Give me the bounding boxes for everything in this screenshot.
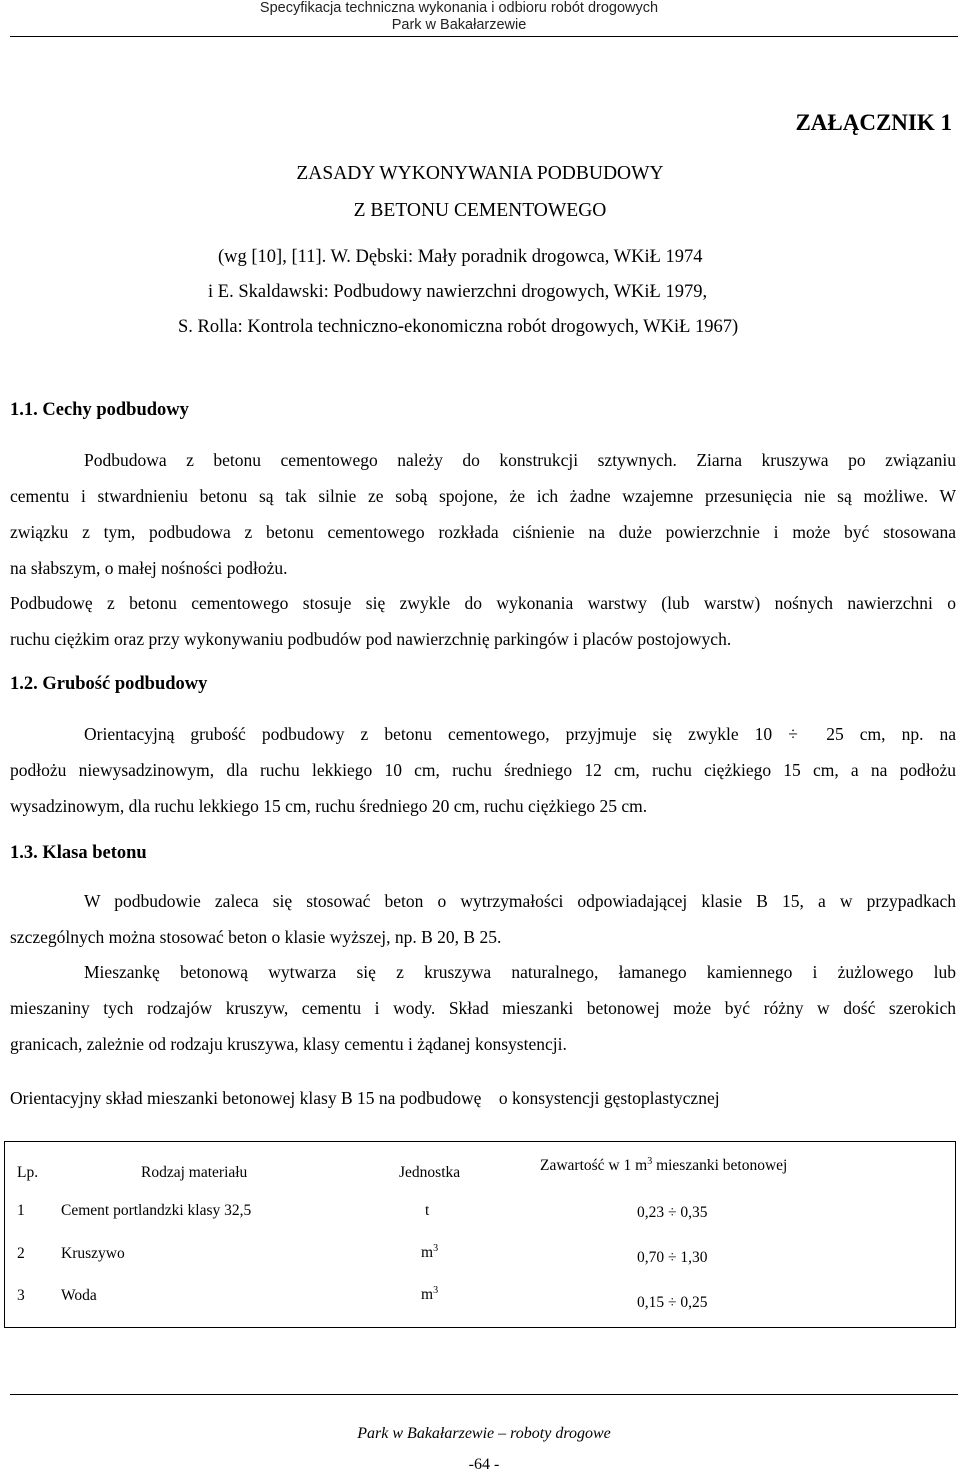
text-line: ruchu ciężkim oraz przy wykonywaniu podbudów pod nawierzchnię parkingów i placów postojowych. (10, 629, 732, 649)
header-text: mieszanki betonowej (652, 1157, 788, 1175)
text-line: wysadzinowym, dla ruchu lekkiego 15 cm, ruchu średniego 20 cm, ruchu ciężkiego 25 cm. (10, 796, 648, 816)
section-1-1-paragraph-2 (10, 585, 956, 657)
text-line: cementu i stwardnieniu betonu są tak silnie ze sobą spojone, że ich żadne wzajemne przesunięcia nie są możliwe. W (10, 486, 956, 506)
range-min: 0,15 (637, 1294, 665, 1311)
section-1-3-paragraph-1 (10, 883, 956, 955)
text-line: granicach, zależnie od rodzaju kruszywa, klasy cementu i żądanej konsystencji. (10, 1034, 567, 1054)
text-line: związku z tym, podbudowa z betonu cementowego rozkłada ciśnienie na duże powierzchnie i może być stosowana (10, 522, 956, 542)
text-line: Mieszankę betonową wytwarza się z kruszywa naturalnego, łamanego kamiennego i żużlowego lub (84, 962, 956, 982)
header-line-2: Park w Bakałarzewie (391, 17, 527, 33)
range-min: 0,70 (637, 1249, 665, 1266)
range-max: 0,25 (680, 1294, 708, 1311)
footer-text: Park w Bakałarzewie – roboty drogowe (357, 1425, 611, 1442)
superscript: 3 (433, 1285, 439, 1296)
range-min: 0,23 (637, 1204, 665, 1221)
unit-text: m (421, 1286, 434, 1304)
table-cell-material: Cement portlandzki klasy 32,5 (61, 1202, 252, 1219)
section-heading-1-2: 1.2. Grubość podbudowy (10, 674, 208, 694)
divide-sign: ÷ (668, 1294, 677, 1311)
range-max: 0,35 (680, 1204, 708, 1221)
title-line-2: Z BETONU CEMENTOWEGO (353, 200, 607, 221)
table-cell-lp: 2 (17, 1245, 25, 1262)
divide-sign: ÷ (668, 1204, 677, 1221)
header-text: Zawartość w 1 m (540, 1157, 648, 1175)
header-line-1: Specyfikacja techniczna wykonania i odbioru robót drogowych (259, 0, 659, 16)
table-cell-unit (425, 1202, 429, 1220)
table-cell-material: Woda (61, 1287, 97, 1304)
table-cell-range (637, 1249, 708, 1267)
section-heading-1-3: 1.3. Klasa betonu (10, 843, 147, 863)
table-cell-unit (421, 1285, 438, 1304)
text-line: Podbudowę z betonu cementowego stosuje się zwykle do wykonania warstwy (lub warstw) nośnych nawierzchni o (10, 593, 956, 613)
superscript: 3 (433, 1243, 439, 1254)
table-cell-material: Kruszywo (61, 1245, 125, 1262)
divide-sign: ÷ (788, 724, 798, 744)
section-1-3-paragraph-2 (10, 954, 956, 1062)
title-line-1: ZASADY WYKONYWANIA PODBUDOWY (296, 163, 664, 184)
range-max: 1,30 (680, 1249, 708, 1266)
header-divider (10, 36, 958, 37)
text-fragment: Orientacyjną grubość podbudowy z betonu cementowego, przyjmuje się zwykle 10 (84, 724, 773, 744)
mix-composition-table (4, 1141, 956, 1328)
divide-sign: ÷ (668, 1249, 677, 1266)
table-cell-lp: 3 (17, 1287, 25, 1304)
footer-divider (10, 1394, 958, 1395)
text-line: szczególnych można stosować beton o klasie wyższej, np. B 20, B 25. (10, 927, 502, 947)
text-line: mieszaniny tych rodzajów kruszyw, cementu i wody. Skład mieszanki betonowej może być różny w dość szerokich (10, 998, 956, 1018)
unit-text: m (421, 1244, 434, 1262)
unit-text: t (425, 1202, 430, 1219)
text-line: podłożu niewysadzinowym, dla ruchu lekkiego 10 cm, ruchu średniego 12 cm, ruchu ciężkiego 15 cm, a na podłożu (10, 760, 956, 780)
section-1-3-paragraph-3: Orientacyjny skład mieszanki betonowej klasy B 15 na podbudowę o konsystencji gęstoplastycznej (10, 1088, 720, 1108)
section-1-2-paragraph (10, 716, 956, 824)
reference-line-1: (wg [10], [11]. W. Dębski: Mały poradnik drogowca, WKiŁ 1974 (218, 247, 703, 267)
table-header-content (540, 1156, 787, 1175)
table-cell-range (637, 1204, 708, 1222)
text-line: W podbudowie zaleca się stosować beton o wytrzymałości odpowiadającej klasie B 15, a w przypadkach (84, 891, 956, 911)
table-header-unit: Jednostka (399, 1164, 461, 1181)
superscript: 3 (647, 1156, 653, 1167)
reference-line-2: i E. Skaldawski: Podbudowy nawierzchni drogowych, WKiŁ 1979, (208, 282, 708, 302)
table-cell-range (637, 1294, 708, 1312)
table-cell-lp: 1 (17, 1202, 25, 1219)
page-number: -64 - (468, 1456, 500, 1473)
text-line: Podbudowa z betonu cementowego należy do konstrukcji sztywnych. Ziarna kruszywa po związaniu (84, 450, 956, 470)
annex-label: ZAŁĄCZNIK 1 (795, 110, 952, 135)
text-line (10, 716, 956, 752)
table-cell-unit (421, 1243, 438, 1262)
section-1-1-paragraph-1 (10, 442, 956, 586)
section-heading-1-1: 1.1. Cechy podbudowy (10, 400, 189, 420)
text-line: na słabszym, o małej nośności podłożu. (10, 558, 288, 578)
table-header-material: Rodzaj materiału (141, 1164, 248, 1181)
reference-line-3: S. Rolla: Kontrola techniczno-ekonomiczna robót drogowych, WKiŁ 1967) (178, 317, 739, 337)
table-header-lp: Lp. (17, 1164, 39, 1181)
text-fragment: 25 cm, np. na (826, 724, 957, 744)
